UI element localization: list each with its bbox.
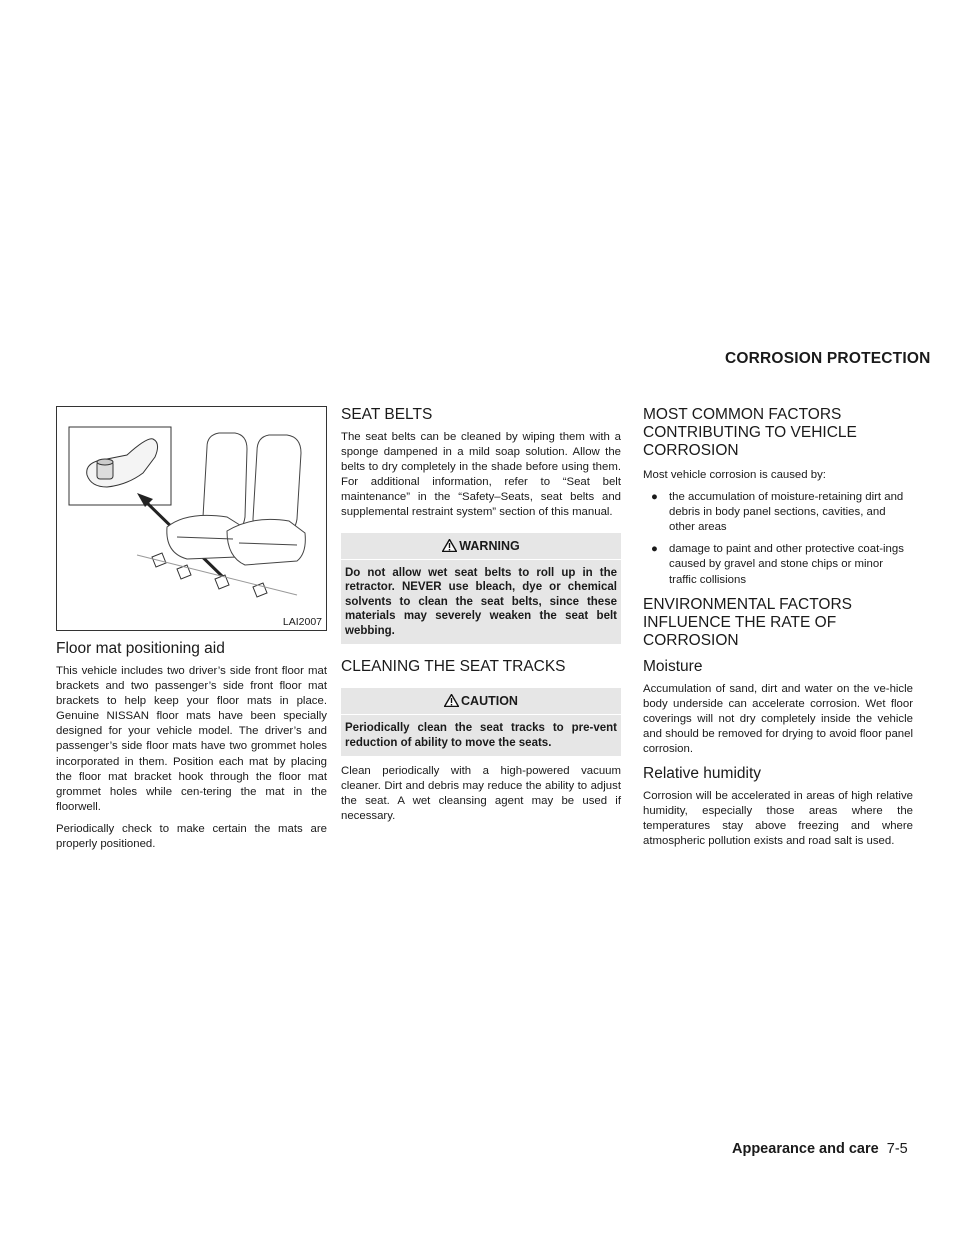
figure-label: LAI2007 [282,616,322,628]
paragraph: This vehicle includes two driver’s side front floor mat brackets and two passenger’s side front floor mat brackets to help keep your floor mats in place. Genuine NISSAN floor mats have been specially designed for your vehicle model. The driver’s and passenger’s side floor mats have two grommet holes incorporated in them. Position each mat by placing the floor mat bracket hook through the floor mat grommet holes while cen-tering the mat in the floorwell. [56,665,327,813]
warning-box [341,533,621,645]
column-corrosion [643,406,913,857]
paragraph: Most vehicle corrosion is caused by: [643,469,826,481]
heading-seat-belts: SEAT BELTS [341,406,433,423]
warning-text: Do not allow wet seat belts to roll up in the retractor. NEVER use bleach, dye or chemical solvents to clean the seat belts, since these materials may severely weaken the seat belt webbing. [345,566,617,637]
heading-common-factors: MOST COMMON FACTORS CONTRIBUTING TO VEHICLE CORROSION [643,406,857,459]
column-seat-belts [341,406,621,831]
page-footer [732,1141,908,1157]
chapter-title: Appearance and care [732,1141,879,1157]
bullet-icon: ● [651,543,658,556]
paragraph: The seat belts can be cleaned by wiping them with a sponge dampened in a mild soap solution. Allow the belts to dry completely in the shade before using them. For additional information, refer to “Seat belt maintenance” in the “Safety–Seats, seat belts and supplemental restraint system” section of this manual. [341,431,621,519]
caution-box [341,688,621,756]
paragraph: Periodically check to make certain the mats are properly positioned. [56,822,327,851]
subheading-moisture: Moisture [643,657,703,675]
heading-environmental-factors: ENVIRONMENTAL FACTORS INFLUENCE THE RATE OF CORROSION [643,595,852,649]
bullet-icon: ● [651,491,658,504]
seat-floor-mat-figure [56,406,327,631]
seat-illustration [57,407,326,630]
paragraph: Clean periodically with a high-powered vacuum cleaner. Dirt and debris may reduce the ability to adjust the seat. A wet cleansing agent may be used if necessary. [341,765,621,823]
paragraph: Accumulation of sand, dirt and water on the ve-hicle body underside can accelerate corrosion. Wet floor coverings will not dry completely inside the vehicle and should be removed for drying to avoid floor panel corrosion. [643,682,913,756]
caution-text: Periodically clean the seat tracks to pre-vent reduction of ability to move the seats. [345,722,617,749]
paragraph: Corrosion will be accelerated in areas of high relative humidity, especially those areas where the temperatures stay above freezing and where atmospheric pollution exists and road salt is used. [643,790,913,848]
section-title: CORROSION PROTECTION [725,350,931,367]
list-item: ● the accumulation of moisture-retaining dirt and debris in body panel sections, cavities, and other areas [651,491,904,534]
warning-label: WARNING [459,538,520,553]
factor-list [643,490,913,588]
caution-label: CAUTION [461,694,518,709]
heading-floor-mat: Floor mat positioning aid [56,640,225,657]
column-floor-mat [56,406,327,859]
list-item: ● damage to paint and other protective coat-ings caused by gravel and stone chips or minor traffic collisions [651,543,904,586]
page-number: 7-5 [886,1141,908,1157]
heading-seat-tracks: CLEANING THE SEAT TRACKS [341,658,566,676]
caution-triangle-icon [444,694,459,707]
warning-triangle-icon [442,539,457,552]
subheading-relative-humidity: Relative humidity [643,765,762,783]
